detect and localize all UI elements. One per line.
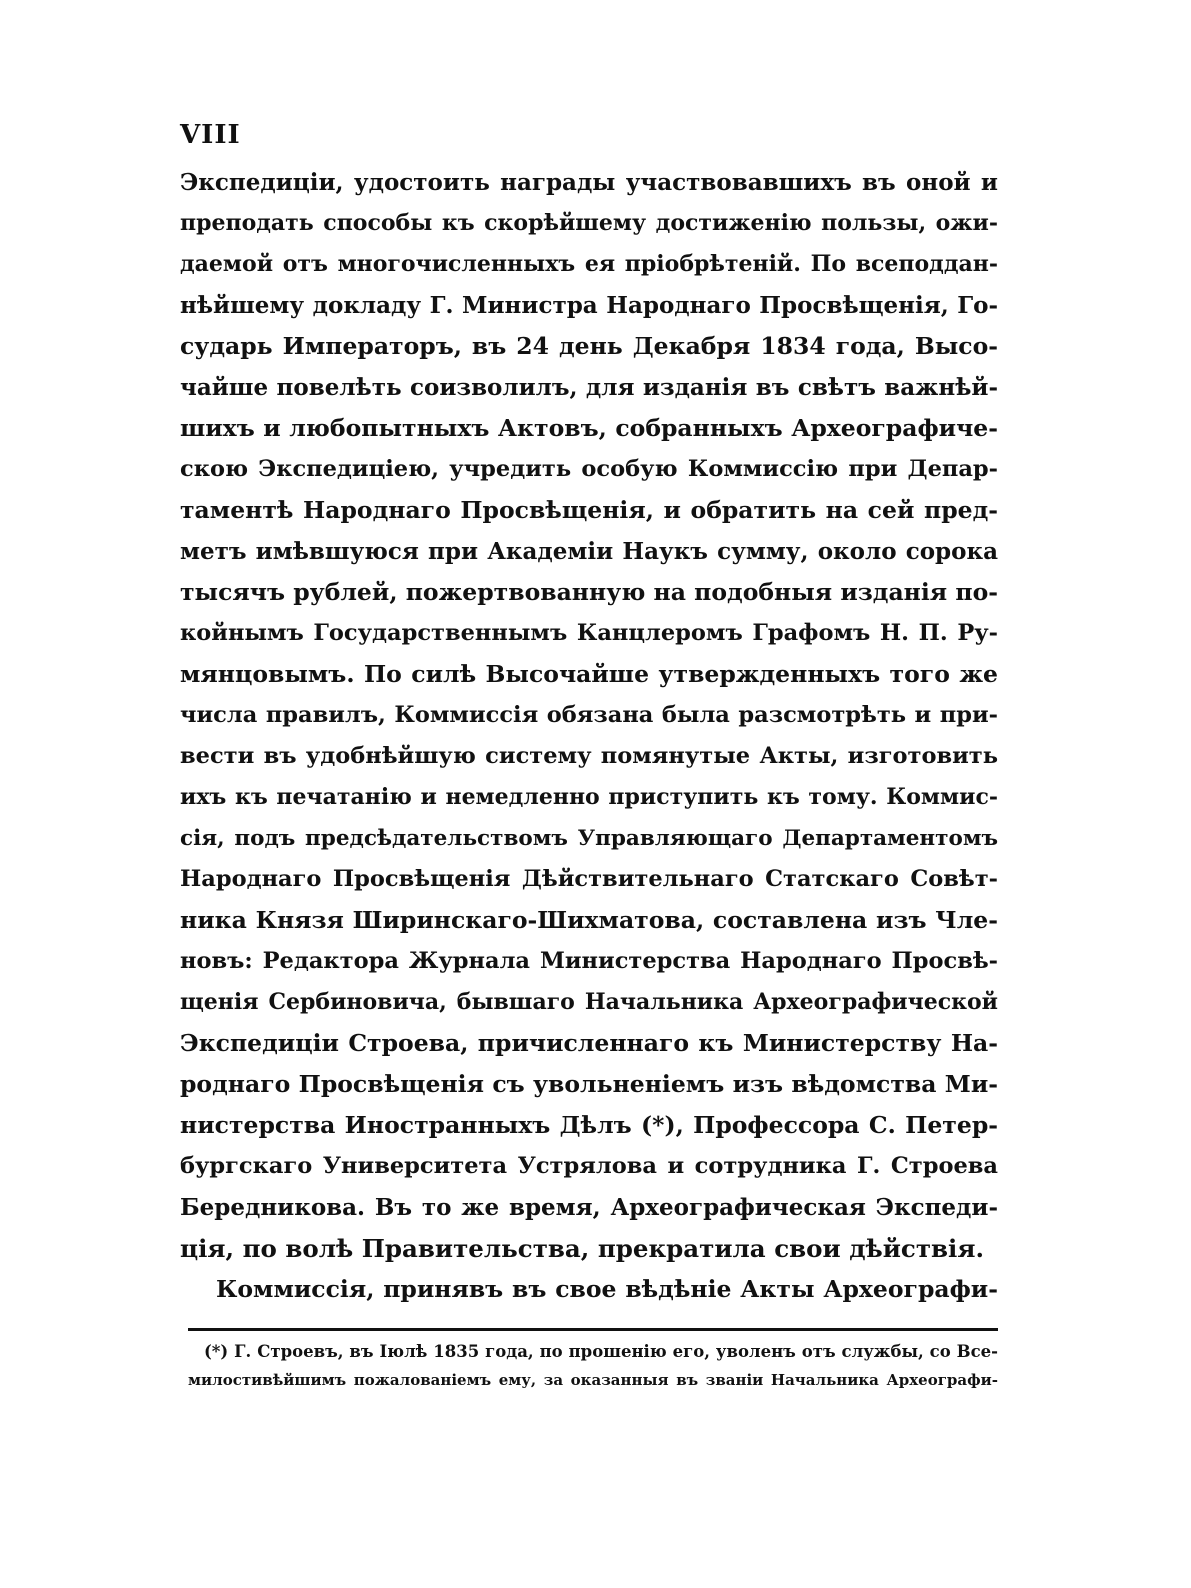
text-line: сударь Императоръ, въ 24 день Декабря 1834 года, Высо-: [180, 332, 998, 360]
footnote-line: милостивѣйшимъ пожалованіемъ ему, за оказанныя въ званіи Начальника Археографи-: [188, 1371, 998, 1389]
text-line: мянцовымъ. По силѣ Высочайше утвержденныхъ того же: [180, 660, 998, 688]
text-line: щенія Сербиновича, бывшаго Начальника Археографической: [180, 989, 998, 1015]
text-line: шихъ и любопытныхъ Актовъ, собранныхъ Археографиче-: [180, 414, 998, 442]
text-line: скою Экспедиціею, учредить особую Коммиссію при Депар-: [180, 456, 998, 482]
text-line: роднаго Просвѣщенія съ увольненіемъ изъ вѣдомства Ми-: [180, 1070, 998, 1098]
text-line: вести въ удобнѣйшую систему помянутые Акты, изготовить: [180, 743, 998, 769]
page-number: VIII: [180, 120, 241, 150]
text-line: Экспедиціи Строева, причисленнаго къ Министерству На-: [180, 1029, 998, 1057]
text-line: нистерства Иностранныхъ Дѣлъ (*), Профессора С. Петер-: [180, 1111, 998, 1139]
footnote-rule: [188, 1328, 998, 1331]
text-line: Коммиссія, принявъ въ свое вѣдѣніе Акты Археографи-: [216, 1275, 998, 1303]
footnote-line: (*) Г. Строевъ, въ Іюлѣ 1835 года, по прошенію его, уволенъ отъ службы, со Все-: [204, 1342, 998, 1361]
text-line: бургскаго Университета Устрялова и сотрудника Г. Строева: [180, 1153, 998, 1179]
text-line: тысячъ рублей, пожертвованную на подобныя изданія по-: [180, 578, 998, 606]
text-line: ника Князя Ширинскаго-Шихматова, составлена изъ Чле-: [180, 906, 998, 934]
text-line: ихъ къ печатанію и немедленно приступить къ тому. Коммис-: [180, 784, 998, 810]
text-line: таментѣ Народнаго Просвѣщенія, и обратить на сей пред-: [180, 496, 998, 524]
footnote: [188, 1337, 998, 1395]
text-line: новъ: Редактора Журнала Министерства Народнаго Просвѣ-: [180, 948, 998, 974]
text-line: Народнаго Просвѣщенія Дѣйствительнаго Статскаго Совѣт-: [180, 866, 998, 892]
text-line: метъ имѣвшуюся при Академіи Наукъ сумму, около сорока: [180, 538, 998, 565]
text-line: числа правилъ, Коммиссія обязана была разсмотрѣть и при-: [180, 702, 998, 728]
text-line: сія, подъ предсѣдательствомъ Управляющаго Департаментомъ: [180, 826, 998, 851]
text-line: нѣйшему докладу Г. Министра Народнаго Просвѣщенія, Го-: [180, 292, 998, 319]
text-line: преподать способы къ скорѣйшему достиженію пользы, ожи-: [180, 210, 998, 236]
text-line: Экспедиціи, удостоить награды участвовавшихъ въ оной и: [180, 169, 998, 196]
body-text: [180, 162, 998, 1310]
text-line: ція, по волѣ Правительства, прекратила свои дѣйствія.: [180, 1234, 984, 1263]
text-line: Бередникова. Въ то же время, Археографическая Экспеди-: [180, 1194, 998, 1221]
text-line: даемой отъ многочисленныхъ ея пріобрѣтеній. По всеподдан-: [180, 251, 998, 277]
text-line: чайше повелѣть соизволилъ, для изданія въ свѣтъ важнѣй-: [180, 374, 998, 401]
text-line: койнымъ Государственнымъ Канцлеромъ Графомъ Н. П. Ру-: [180, 620, 998, 646]
